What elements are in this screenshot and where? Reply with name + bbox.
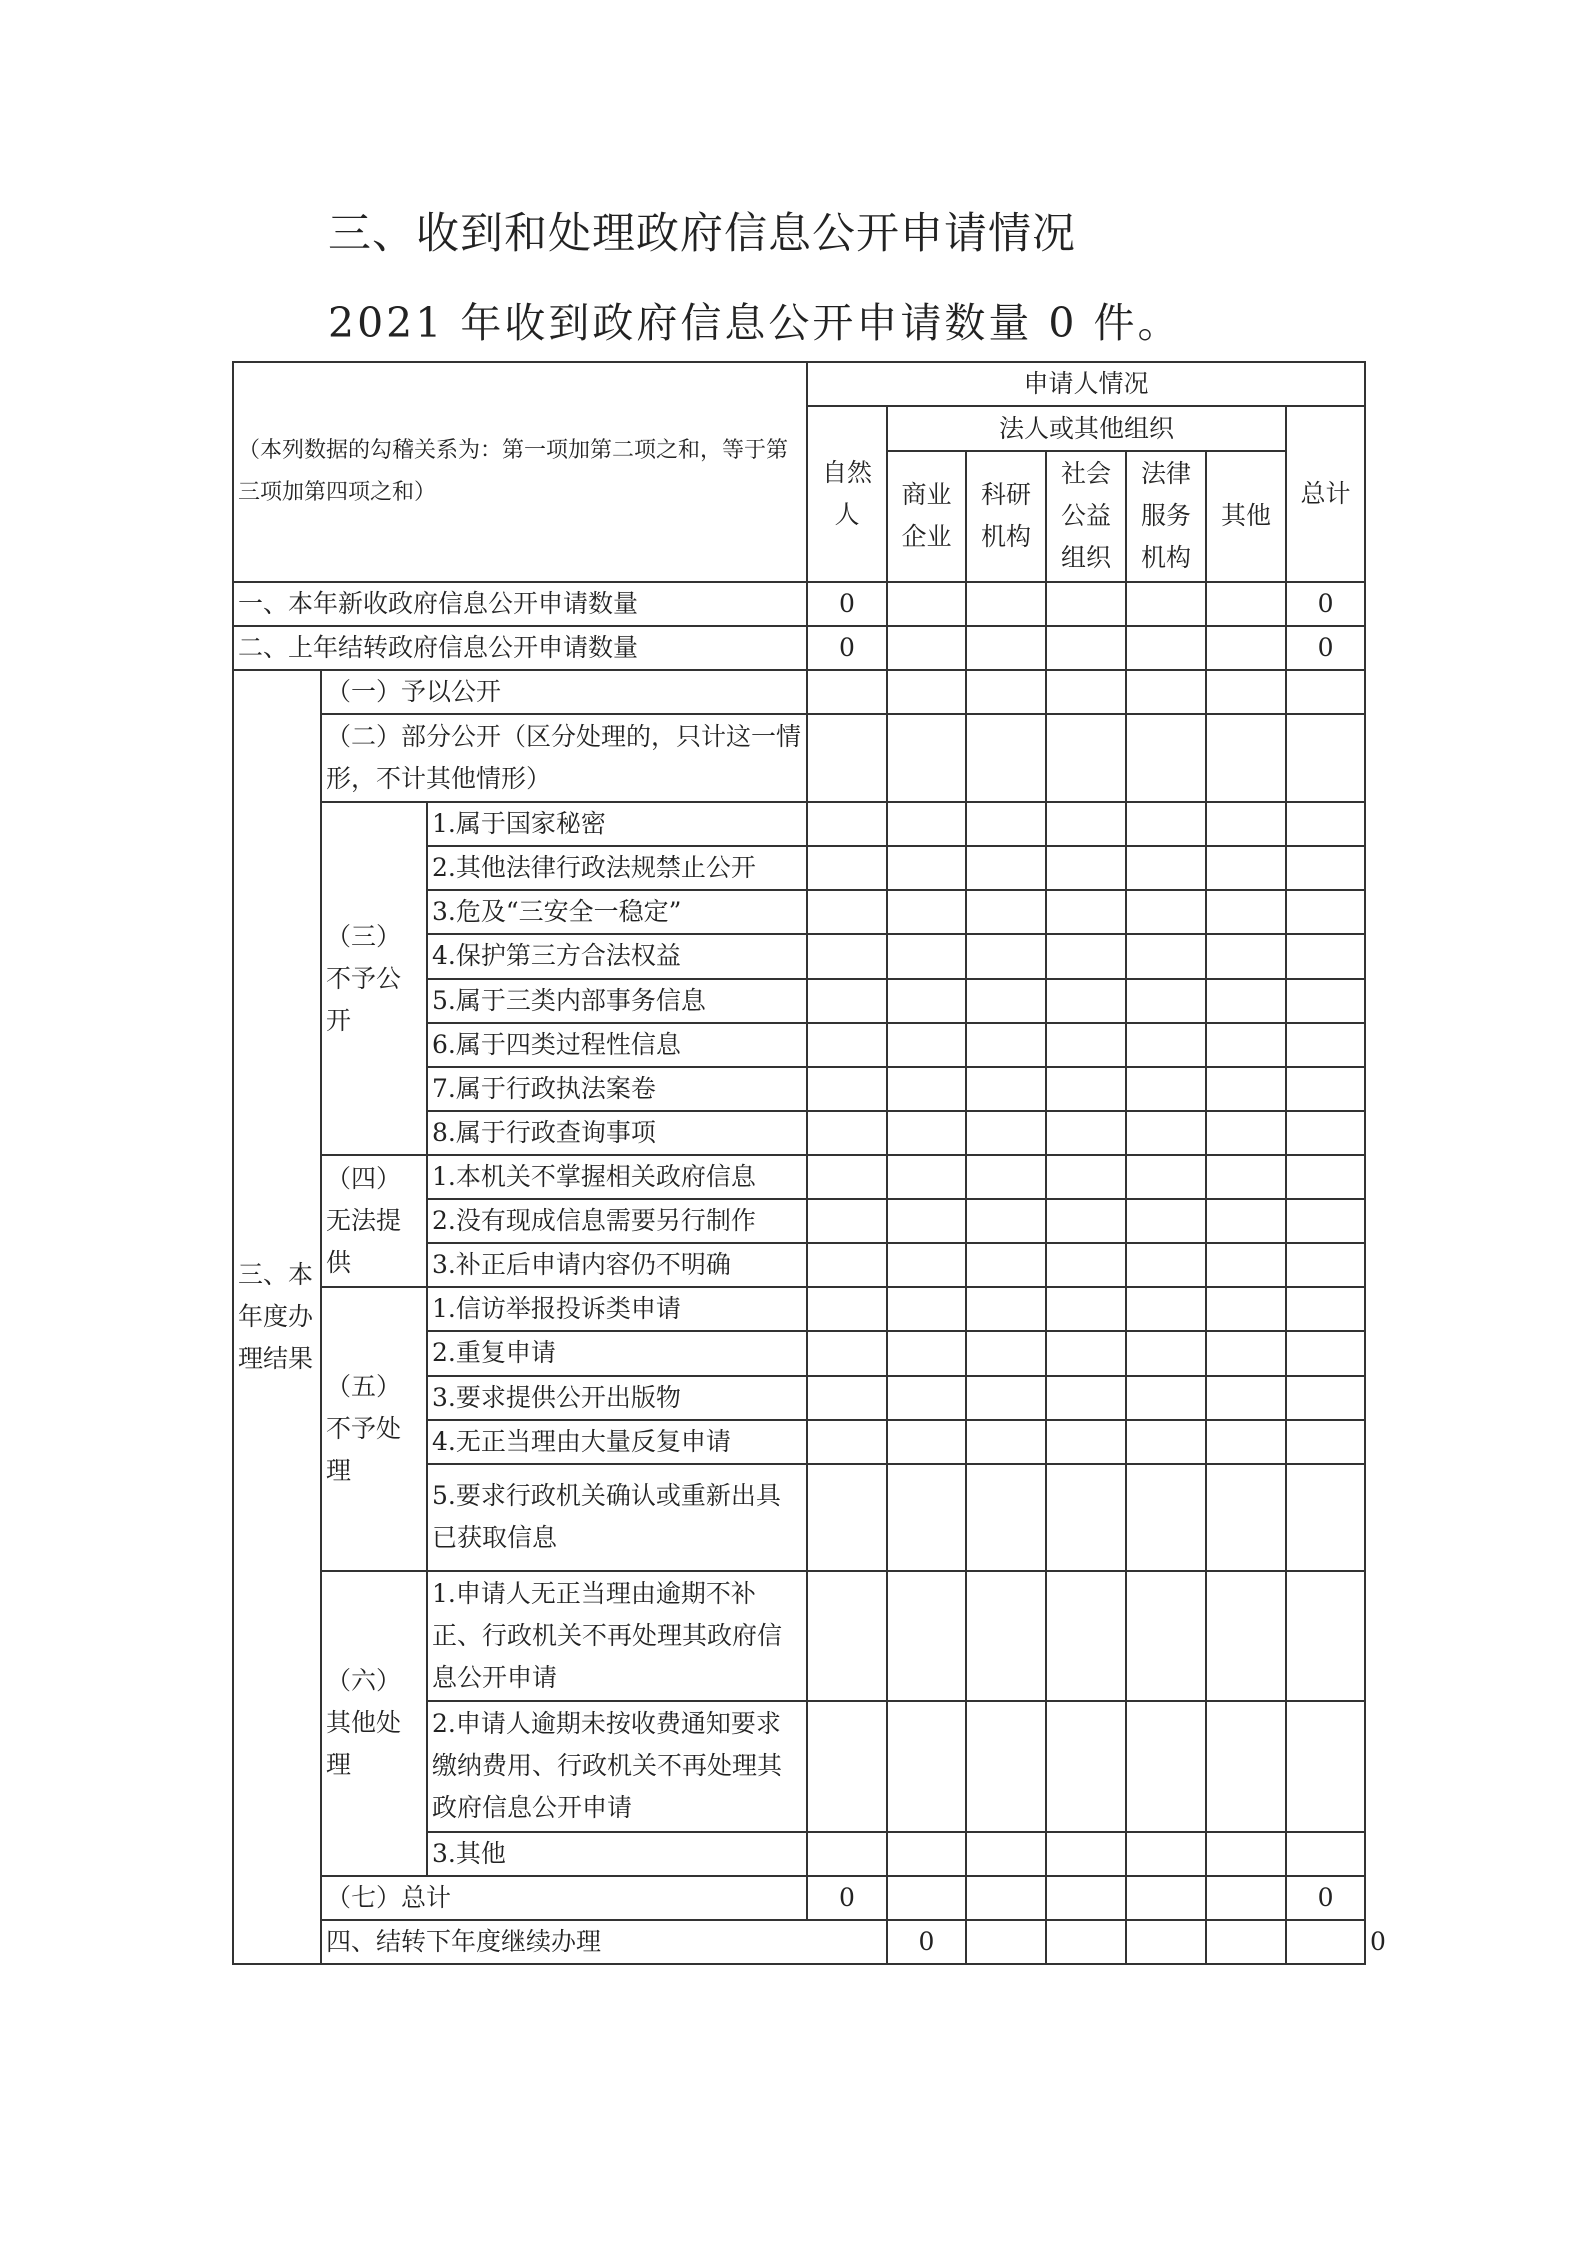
business-header: 商业企业 [887, 451, 966, 581]
row-label: （一）予以公开 [321, 670, 807, 714]
total-header: 总计 [1286, 406, 1365, 581]
group-label: （三）不予公开 [321, 802, 427, 1155]
research-header: 科研机构 [966, 451, 1046, 581]
row3-label: 三、本年度办理结果 [233, 670, 321, 1964]
row-label: 四、结转下年度继续办理 [321, 1920, 887, 1964]
row-label: 8.属于行政查询事项 [427, 1111, 807, 1155]
row-label: （二）部分公开（区分处理的，只计这一情形，不计其他情形） [321, 714, 807, 802]
row-label: 2.其他法律行政法规禁止公开 [427, 846, 807, 890]
table-row [233, 626, 1365, 670]
row-label: 2.重复申请 [427, 1331, 807, 1375]
table-row: 四、结转下年度继续办理 0 0 [233, 1920, 1365, 1964]
table-row [233, 1287, 1365, 1331]
natural-value: 0 [807, 626, 887, 670]
social-org-header: 社会公益组织 [1046, 451, 1126, 581]
row-label: 4.保护第三方合法权益 [427, 934, 807, 978]
table-row [233, 1155, 1365, 1199]
total-value: 0 [1286, 1876, 1365, 1920]
table-row [233, 1571, 1365, 1701]
table-row [233, 802, 1365, 846]
row-label: 1.属于国家秘密 [427, 802, 807, 846]
corner-note: （本列数据的勾稽关系为：第一项加第二项之和，等于第三项加第四项之和） [233, 362, 807, 582]
application-count-text: 2021 年收到政府信息公开申请数量 0 件。 [328, 299, 1182, 347]
row-label: 3.要求提供公开出版物 [427, 1376, 807, 1420]
row-label: 1.申请人无正当理由逾期不补正、行政机关不再处理其政府信息公开申请 [427, 1571, 807, 1701]
natural-person-header: 自然人 [807, 406, 887, 581]
section-heading: 三、收到和处理政府信息公开申请情况 [328, 209, 1076, 259]
disclosure-table [232, 361, 1386, 1965]
row-label: 2.申请人逾期未按收费通知要求缴纳费用、行政机关不再处理其政府信息公开申请 [427, 1701, 807, 1831]
table-row [233, 714, 1365, 802]
row-label: 5.属于三类内部事务信息 [427, 979, 807, 1023]
natural-value: 0 [887, 1920, 966, 1964]
table-row [233, 1876, 1365, 1920]
row-label: 1.本机关不掌握相关政府信息 [427, 1155, 807, 1199]
row-label: 4.无正当理由大量反复申请 [427, 1420, 807, 1464]
table-row [233, 670, 1365, 714]
other-header: 其他 [1206, 451, 1286, 581]
row-label: 1.信访举报投诉类申请 [427, 1287, 807, 1331]
total-value: 0 [1286, 582, 1365, 626]
row-label: 3.补正后申请内容仍不明确 [427, 1243, 807, 1287]
row-label: 5.要求行政机关确认或重新出具已获取信息 [427, 1464, 807, 1571]
row-label: （七）总计 [321, 1876, 807, 1920]
group-label: （六）其他处理 [321, 1571, 427, 1876]
group-label: （四）无法提供 [321, 1155, 427, 1287]
row-label: 3.危及“三安全一稳定” [427, 890, 807, 934]
table-row [233, 582, 1365, 626]
row-label: 2.没有现成信息需要另行制作 [427, 1199, 807, 1243]
row-label: 3.其他 [427, 1832, 807, 1876]
row-label: 二、上年结转政府信息公开申请数量 [233, 626, 807, 670]
legal-entity-header: 法人或其他组织 [887, 406, 1286, 451]
natural-value: 0 [807, 582, 887, 626]
legal-service-header: 法律服务机构 [1126, 451, 1206, 581]
natural-value: 0 [807, 1876, 887, 1920]
applicant-header: 申请人情况 [807, 362, 1365, 406]
row-label: 6.属于四类过程性信息 [427, 1023, 807, 1067]
total-value: 0 [1286, 626, 1365, 670]
row-label: 一、本年新收政府信息公开申请数量 [233, 582, 807, 626]
group-label: （五）不予处理 [321, 1287, 427, 1571]
row-label: 7.属于行政执法案卷 [427, 1067, 807, 1111]
